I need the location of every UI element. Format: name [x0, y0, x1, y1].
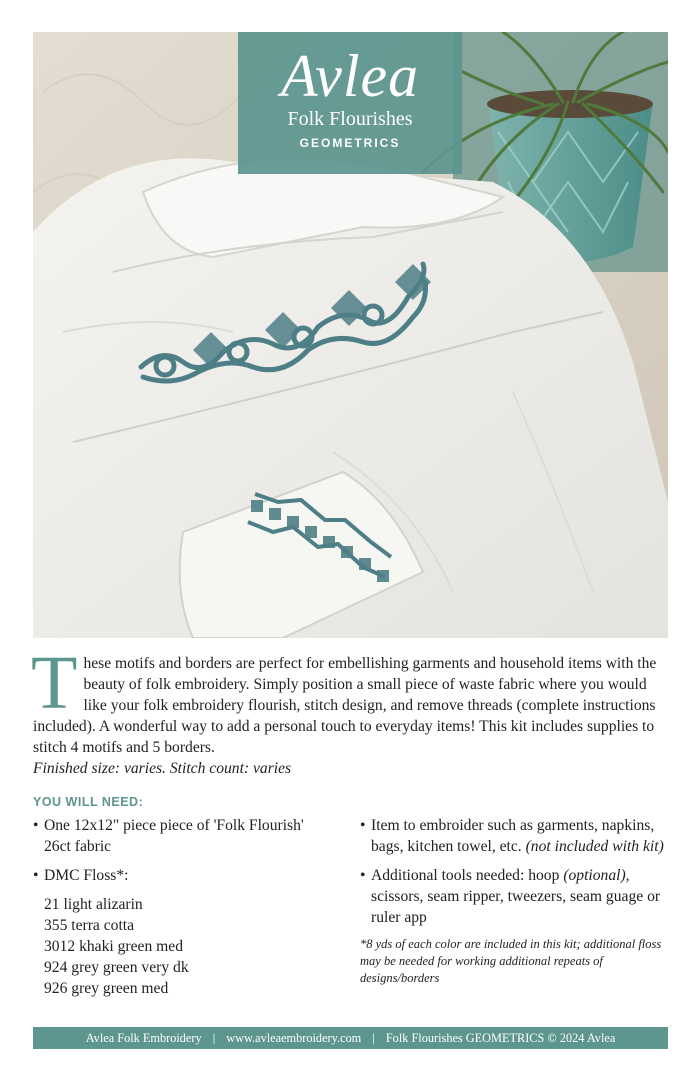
- series-label: GEOMETRICS: [299, 136, 401, 150]
- floss-note: *8 yds of each color are included in this kit; additional floss may be needed for working additional repeats of designs/borders: [360, 937, 662, 985]
- list-item: [33, 815, 333, 857]
- item-note: (not included with kit): [525, 838, 664, 855]
- you-will-need-heading: YOU WILL NEED:: [33, 795, 144, 809]
- footer-separator: |: [212, 1031, 216, 1045]
- intro-paragraph: [31, 641, 673, 779]
- fabric-item: One 12x12" piece piece of 'Folk Flourish' 26ct fabric: [44, 817, 304, 855]
- product-subtitle: Folk Flourishes: [287, 108, 413, 130]
- footer-copyright: Folk Flourishes GEOMETRICS © 2024 Avlea: [385, 1031, 616, 1045]
- tools-rest: scissors, seam ripper, tweezers, seam guage or ruler app: [371, 888, 661, 926]
- bullet-icon: •: [33, 817, 39, 834]
- floss-color: 924 grey green very dk: [44, 959, 189, 976]
- needs-left-column: [33, 815, 333, 999]
- footer-bar: [33, 1027, 668, 1049]
- item-to-embroider: Item to embroider such as garments, napkins, bags, kitchen towel, etc.: [371, 817, 655, 855]
- list-item: [33, 865, 333, 886]
- bullet-icon: •: [360, 817, 366, 834]
- footer-website-link[interactable]: www.avleaembroidery.com: [226, 1031, 362, 1045]
- footer-separator: |: [372, 1031, 375, 1045]
- intro-body: hese motifs and borders are perfect for embellishing garments and household items with the beauty of folk embroidery. Simply position a small piece of waste fabric where you would like your folk embroidery flourish, stitch design, and remove threads (complete instructions included). A wonderful way to add a personal touch to everyday items! This kit includes supplies to stitch 4 motifs and 5 borders.: [33, 655, 657, 756]
- floss-label: DMC Floss*:: [44, 867, 129, 884]
- tools-optional: (optional),: [563, 867, 630, 884]
- needs-right-column: [360, 815, 670, 987]
- floss-color: 21 light alizarin: [44, 896, 143, 913]
- brand-title: Avlea: [280, 43, 420, 109]
- drop-cap: T: [31, 641, 78, 725]
- floss-color: 926 grey green med: [44, 980, 169, 997]
- bullet-icon: •: [33, 867, 39, 884]
- finished-size: Finished size: varies. Stitch count: varies: [33, 760, 292, 777]
- tools-prefix: Additional tools needed: hoop: [371, 867, 560, 884]
- title-box: [238, 32, 462, 174]
- footer-company: Avlea Folk Embroidery: [85, 1031, 202, 1045]
- list-item: [360, 865, 670, 928]
- floss-color: 355 terra cotta: [44, 917, 135, 934]
- list-item: [360, 815, 670, 857]
- bullet-icon: •: [360, 867, 366, 884]
- floss-color: 3012 khaki green med: [44, 938, 184, 955]
